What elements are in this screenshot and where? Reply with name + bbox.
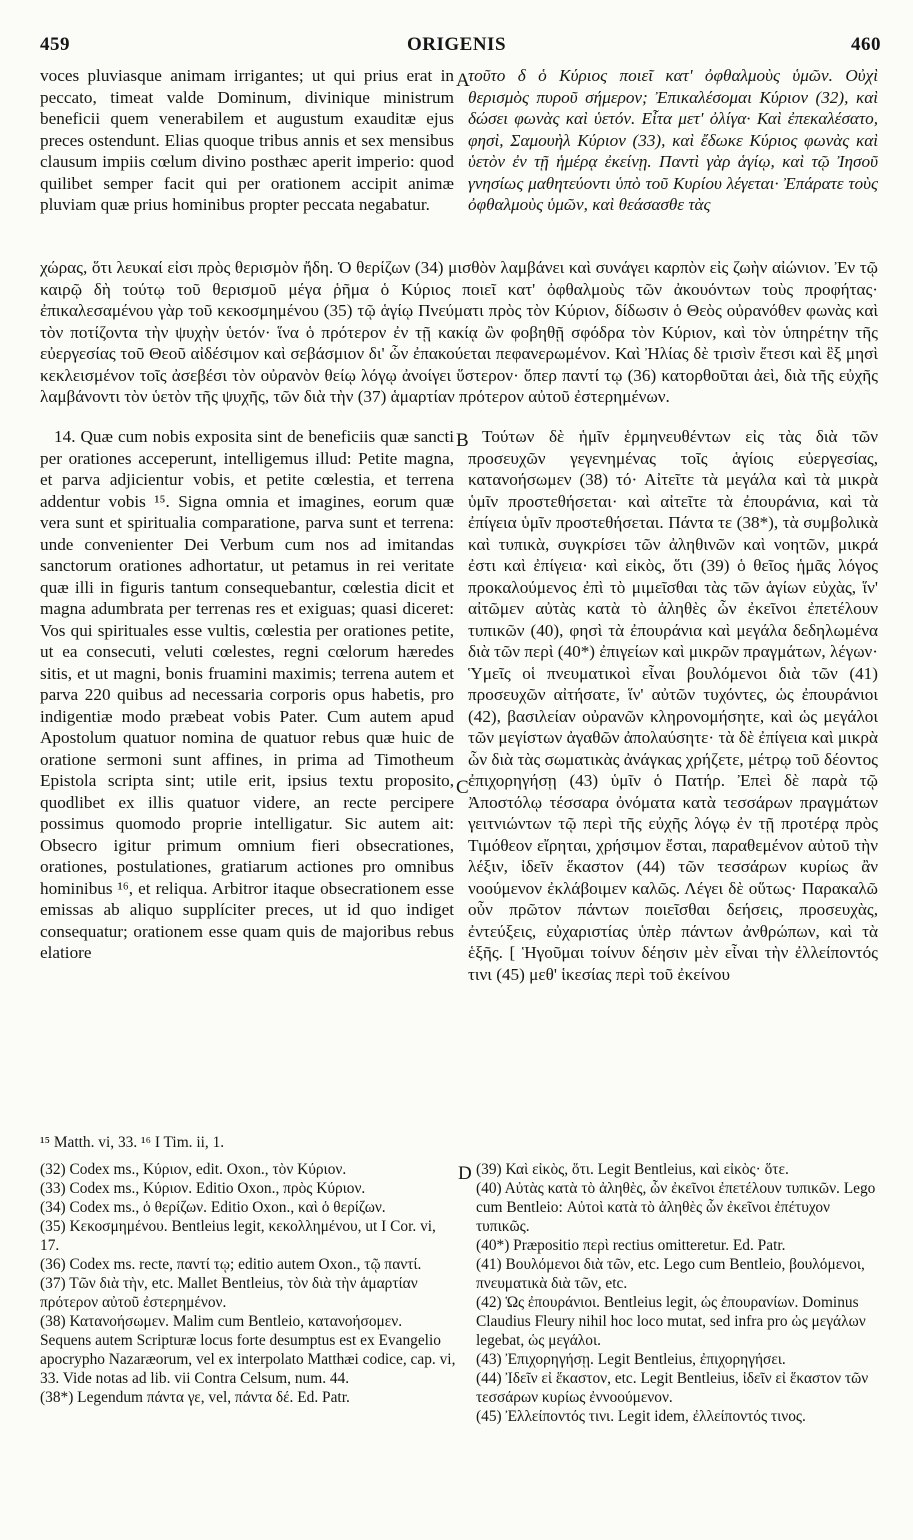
latin-column-top bbox=[40, 65, 454, 255]
footnote: (34) Codex ms., ὁ θερίζων. Editio Oxon., καὶ ὁ θερίζων. bbox=[40, 1199, 386, 1216]
greek-column-top bbox=[468, 65, 878, 255]
greek-fullwidth-block bbox=[40, 257, 878, 421]
greek-paragraph-2: Τούτων δὲ ἡμῖν ἑρμηνευθέντων εἰς τὰς διὰ τῶν προσευχῶν γεγενημένας τοῖς ἁγίοις εὐεργεσίας, κατανοήσωμεν (38) τό· Αἰτεῖτε τὰ μεγάλα καὶ τὰ μικρὰ ὑμῖν προστεθήσεται· καὶ αἰτεῖτε τὰ ἐπουράνια, καὶ τὰ ἐπίγεια ὑμῖν προστεθήσεται. Πάντα τε (38*), τὰ συμβολικὰ καὶ τυπικὰ, συγκρίσει τῶν ἀληθινῶν καὶ νοητῶν, μικρά ἐστι καὶ ἐπίγεια· καὶ εἰκὸς, ὅτι (39) ὁ θεῖος ἡμᾶς λόγος προκαλούμενος ἐπὶ τὸ μιμεῖσθαι τὰς τῶν ἁγίων εὐχὰς, ἵν' αἰτῶμεν αὐτὰς κατὰ τὸ ἀληθὲς ὧν ἐκεῖνοι ἐπετέλουν τυπικῶν (40), φησὶ τὰ ἐπουράνια καὶ μεγάλα δεδηλωμένα διὰ τῶν περὶ (40*) ἐπιγείων καὶ μικρῶν πραγμάτων, λέγων· Ὑμεῖς οἱ πνευματικοὶ εἶναι βουλόμενοι διὰ τῶν (41) προσευχῶν αἰτήσατε, ἵν' αὐτῶν τυχόντες, ὡς ἐπουράνιοι (42), βασιλείαν οὐρανῶν κληρονομήσητε, καὶ ὡς μεγάλοι τῶν μεγίστων ἀγαθῶν ἀπολαύσητε· τὰ δὲ ἐπίγεια καὶ μικρὰ ὧν διὰ τὰς σωματικὰς ἀνάγκας χρήζετε, μέτρῳ τοῦ δέοντος ἐπιχορηγήσῃ (43) ὑμῖν ὁ Πατήρ. Ἐπεὶ δὲ παρὰ τῷ Ἀποστόλῳ τέσσαρα ὀνόματα κατὰ τεσσάρων πραγμάτων γειτνιώντων τῷ περὶ τῆς εὐχῆς λόγῳ ἐν τῇ προτέρᾳ πρὸς Τιμόθεον εἴρηται, χρήσιμον ἔσται, παραθεμένον αὐτοῦ τὴν λέξιν, ἰδεῖν ἕκαστον (44) τῶν τεσσάρων κυρίως ἂν νοούμενον ἐκλάβοιμεν καλῶς. Λέγει δὲ οὕτως· Παρακαλῶ οὖν πρῶτον πάντων ποιεῖσθαι δεήσεις, προσευχὰς, ἐντεύξεις, εὐχαριστίας ὑπὲρ πάντων ἀνθρώπων, καὶ τὰ ἑξῆς. [ Ἡγοῦμαι τοίνυν δέησιν μὲν εἶναι τὴν ἐλλείποντός τινι (45) μεθ' ἱκεσίας περὶ τοῦ ἐκείνου bbox=[468, 427, 878, 984]
footnotes-left bbox=[40, 1160, 456, 1407]
running-title: ORIGENIS bbox=[406, 34, 507, 55]
greek-paragraph-1: τοῦτο δ ὁ Κύριος ποιεῖ κατ' ὀφθαλμοὺς ὑμῶν. Οὐχὶ θερισμὸς πυροῦ σήμερον; Ἐπικαλέσομαι Κύριον (32), καὶ δώσει φωνὰς καὶ ὑετόν. Εἶτα μετ' ὀλίγα· Καὶ ἐπεκαλέσατο, φησὶ, Σαμουὴλ Κύριον (33), καὶ ἔδωκε Κύριος φωνὰς καὶ ὑετὸν ἐν τῇ ἡμέρᾳ ἐκείνῃ. Παντὶ γὰρ ἁγίῳ, καὶ τῷ Ἰησοῦ γνησίως μαθητεύοντι ὑπὸ τοῦ Κυρίου λέγεται· Ἐπάρατε τοὺς ὀφθαλμοὺς ὑμῶν, καὶ θεάσασθε τὰς bbox=[468, 66, 878, 214]
footnote: (40*) Præpositio περὶ rectius omitteretur. Ed. Patr. bbox=[476, 1237, 786, 1254]
footnote: (37) Τῶν διὰ τὴν, etc. Mallet Bentleius, τὸν διὰ τὴν ἁμαρτίαν πρότερον αὐτοῦ ἐστερημένον. bbox=[40, 1275, 418, 1311]
footnote: (35) Κεκοσμημένου. Bentleius legit, κεκολλημένου, ut I Cor. vi, 17. bbox=[40, 1218, 436, 1254]
margin-letter-c: C bbox=[456, 777, 469, 798]
footnote: (36) Codex ms. recte, παντί τῳ; editio autem Oxon., τῷ παντί. bbox=[40, 1256, 422, 1273]
footnote: (38*) Legendum πάντα γε, vel, πάντα δέ. Ed. Patr. bbox=[40, 1389, 350, 1406]
greek-paragraph-full: χώρας, ὅτι λευκαί εἰσι πρὸς θερισμὸν ἤδη. Ὁ θερίζων (34) μισθὸν λαμβάνει καὶ συνάγει καρπὸν εἰς ζωὴν αἰώνιον. Ἐν τῷ καιρῷ δὴ τούτῳ τοῦ θερισμοῦ μέγα ῥῆμα ὁ Κύριος ποιεῖ κατ' ὀφθαλμοὺς τῶν ἀκουόντων τοὺς προφήτας· ἐπικαλεσαμένου γὰρ τοῦ κεκοσμημένου (35) τῷ ἁγίῳ Πνεύματι πρὸς τὸν Κύριον, δίδωσιν ὁ Θεὸς οὐρανόθεν φωνὰς καὶ τὸν ποτίζοντα τὴν ψυχὴν ὑετόν· ἵνα ὁ πρότερον ἐν τῇ κακίᾳ ὢν φοβηθῇ σφόδρα τὸν Κύριον, καὶ τὸν ὑπηρέτην τῆς εὐεργεσίας τοῦ Θεοῦ αἰδέσιμον καὶ σεβάσμιον δι' ὧν ἐπακούεται πεφανερωμένον. Καὶ Ἠλίας δὲ τρισὶν ἔτεσι καὶ ἓξ μησὶ κεκλεισμένον τοῖς ἀσεβέσι τὸν οὐρανὸν θείῳ λόγῳ ἀνοίγει ὕστερον· ὅπερ παντί τῳ (36) κατορθοῦται ἀεὶ, διὰ τῆς εὐχῆς λαμβάνοντι τὸν ὑετὸν τῆς ψυχῆς, τῶν διὰ τὴν (37) ἁμαρτίαν πρότερον αὐτοῦ ἐστερημένων. bbox=[40, 258, 878, 406]
footnote: (38) Κατανοήσωμεν. Malim cum Bentleio, κατανοήσομεν. Sequens autem Scripturæ locus forte desumptus est ex Evangelio apocrypho Nazaræorum, vel ex interpolato Matthæi codice, cap. vi, 33. Vide notas ad lib. vii Contra Celsum, num. 44. bbox=[40, 1313, 456, 1387]
footnote: (42) Ὡς ἐπουράνιοι. Bentleius legit, ὡς ἐπουρανίων. Dominus Claudius Fleury nihil hoc loco mutat, sed infra pro ὡς μεγάλων legebat, ὡς μεγάλοι. bbox=[476, 1294, 866, 1349]
footnotes-right bbox=[476, 1160, 878, 1426]
footnote: (33) Codex ms., Κύριον. Editio Oxon., πρὸς Κύριον. bbox=[40, 1180, 366, 1197]
footnote: (43) Ἐπιχορηγήσῃ. Legit Bentleius, ἐπιχορηγήσει. bbox=[476, 1351, 786, 1368]
footnote: (32) Codex ms., Κύριον, edit. Oxon., τὸν Κύριον. bbox=[40, 1161, 347, 1178]
footnote: (45) Ἐλλείποντός τινι. Legit idem, ἐλλείποντός τινος. bbox=[476, 1408, 806, 1425]
footnote: (41) Βουλόμενοι διὰ τῶν, etc. Lego cum Bentleio, βουλόμενοι, πνευματικὰ διὰ τῶν, etc. bbox=[476, 1256, 865, 1292]
page-number-left: 459 bbox=[40, 34, 70, 55]
margin-letter-b: B bbox=[456, 430, 469, 451]
margin-letter-a: A bbox=[456, 70, 470, 91]
latin-paragraph-1: voces pluviasque animam irrigantes; ut qui prius erat in peccato, timeat valde Dominum, divinique ministrum beneficii quem venerabilem et augustum exauditæ ejus preces ostendunt. Elias quoque tribus annis et sex mensibus clausum impiis cœlum divino posthæc aperit imperio: quod quilibet semper facit qui per orationem accipit animæ pluviam quæ prius hominibus propter peccata negabatur. bbox=[40, 66, 454, 214]
footnote: (40) Αὐτὰς κατὰ τὸ ἀληθὲς, ὧν ἐκεῖνοι ἐπετέλουν τυπικῶν. Lego cum Bentleio: Αὐτοὶ κατὰ τὸ ἀληθὲς ὧν ἐκεῖνοι ἐπέτυχον τυπικῶς. bbox=[476, 1180, 876, 1235]
footnote: (39) Καὶ εἰκὸς, ὅτι. Legit Bentleius, καὶ εἰκὸς· ὅτε. bbox=[476, 1161, 789, 1178]
footnote: (44) Ἰδεῖν εἰ ἕκαστον, etc. Legit Bentleius, ἰδεῖν εἰ ἕκαστον τῶν τεσσάρων κυρίως ἐννοούμενον. bbox=[476, 1370, 869, 1406]
greek-column-main bbox=[468, 426, 878, 1126]
margin-letter-d: D bbox=[458, 1163, 472, 1184]
latin-paragraph-14: 14. Quæ cum nobis exposita sint de beneficiis quæ sancti per orationes acceperunt, intelligemus illud: Petite magna, et parva adjicientur vobis, et petite cœlestia, et terrena addentur vobis ¹⁵. Signa omnia et imagines, eorum quæ vera sunt et spiritualia comparatione, parva sunt et terrena: unde convenienter Dei Verbum cum nos ad imitandas sanctorum orationes adhortatur, ut petamus in rei veritate quæ illi in figuris tantum consequebantur, cœlestia dicit et magna adumbrata per terrenas res et exiguas; quasi diceret: Vos qui spirituales esse vultis, cœlestia per orationes petite, ut ea consecuti, veluti cœlestes, regni cœlorum hæredes sitis, et ut magni, bonis fruamini maximis; terrena autem et parva 220 quibus ad necessaria corporis opus habetis, pro indigentiæ modo præbeat vobis Pater. Cum autem apud Apostolum quatuor nomina de quatuor rebus quæ huic de oratione sermoni sunt affines, in prima ad Timotheum Epistola scripta sint; utile erit, ipsius textu proposito, quodlibet ex illis quatuor videre, an recte percipere possimus quomodo proprie intelligatur. Sic autem ait: Obsecro igitur primum omnium fieri obsecrationes, orationes, postulationes, gratiarum actiones pro omnibus hominibus ¹⁶, et reliqua. Arbitror itaque obsecrationem esse emissas ab aliquo supplíciter preces, ut id quo indiget consequatur; orationem esse quam quis de majoribus rebus elatiore bbox=[40, 427, 454, 962]
latin-column-main bbox=[40, 426, 454, 1126]
page-number-right: 460 bbox=[851, 34, 881, 55]
scripture-references: ¹⁵ Matth. vi, 33. ¹⁶ I Tim. ii, 1. bbox=[40, 1134, 225, 1151]
